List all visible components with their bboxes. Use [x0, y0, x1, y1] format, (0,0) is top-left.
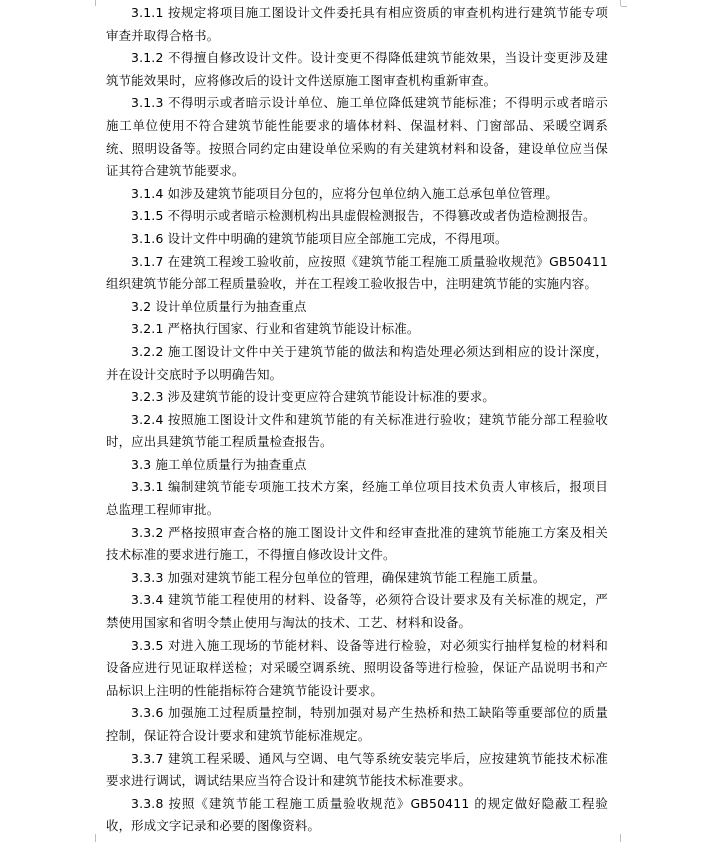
clause-3-3-2: 3.3.2 严格按照审查合格的施工图设计文件和经审查批准的建筑节能施工方案及相关技术标准的要求进行施工，不得擅自修改设计文件。 — [106, 524, 608, 563]
clause-3-1-2: 3.1.2 不得擅自修改设计文件。设计变更不得降低建筑节能效果，当设计变更涉及建筑节能效果时，应将修改后的设计文件送原施工图审查机构重新审查。 — [106, 50, 608, 88]
clause-3-3-1: 3.3.1 编制建筑节能专项施工技术方案，经施工单位项目技术负责人审核后，报项目总监理工程师审批。 — [106, 479, 608, 518]
clause-3-3-5: 3.3.5 对进入施工现场的节能材料、设备等进行检验，对必须实行抽样复检的材料和设备应进行见证取样送检；对采暖空调系统、照明设备等进行检验，保证产品说明书和产品标识上注明的性能指标符合建筑节能设计要求。 — [106, 637, 608, 698]
clause-3-3-8: 3.3.8 按照《建筑节能工程施工质量验收规范》GB50411 的规定做好隐蔽工程验收，形成文字记录和必要的图像资料。 — [106, 795, 608, 834]
crop-mark-top-right-horizontal — [621, 6, 627, 7]
clause-3-2-4: 3.2.4 按照施工图设计文件和建筑节能的有关标准进行验收；建筑节能分部工程验收时，应出具建筑节能工程质量检查报告。 — [106, 411, 608, 450]
clause-3-1-1: 3.1.1 按规定将项目施工图设计文件委托具有相应资质的审查机构进行建筑节能专项审查并取得合格书。 — [106, 5, 608, 43]
clause-3-1-3: 3.1.3 不得明示或者暗示设计单位、施工单位降低建筑节能标准；不得明示或者暗示施工单位使用不符合建筑节能性能要求的墙体材料、保温材料、门窗部品、采暖空调系统、照明设备等。按照合同约定由建设单位采购的有关建筑材料和设备，建设单位应当保证其符合建筑节能要求。 — [106, 95, 608, 179]
section-heading-3-3: 3.3 施工单位质量行为抽查重点 — [131, 456, 307, 472]
clause-3-3-3: 3.3.3 加强对建筑节能工程分包单位的管理，确保建筑节能工程施工质量。 — [131, 569, 546, 585]
clause-3-1-6: 3.1.6 设计文件中明确的建筑节能项目应全部施工完成，不得甩项。 — [131, 230, 508, 246]
section-heading-3-2: 3.2 设计单位质量行为抽查重点 — [131, 298, 307, 314]
clause-3-3-6: 3.3.6 加强施工过程质量控制，特别加强对易产生热桥和热工缺陷等重要部位的质量控制，保证符合设计要求和建筑节能标准规定。 — [106, 705, 608, 743]
crop-mark-bottom-left — [95, 834, 96, 842]
clause-3-1-5: 3.1.5 不得明示或者暗示检测机构出具虚假检测报告，不得篡改或者伪造检测报告。 — [131, 208, 596, 224]
clause-3-2-3: 3.2.3 涉及建筑节能的设计变更应符合建筑节能设计标准的要求。 — [131, 389, 496, 405]
document-body — [106, 2, 608, 838]
clause-3-1-4: 3.1.4 如涉及建筑节能项目分包的，应将分包单位纳入施工总承包单位管理。 — [131, 185, 558, 201]
crop-mark-bottom-right — [620, 834, 621, 842]
clause-3-3-4: 3.3.4 建筑节能工程使用的材料、设备等，必须符合设计要求及有关标准的规定，严禁使用国家和省明令禁止使用与淘汰的技术、工艺、材料和设备。 — [106, 592, 608, 631]
clause-3-2-2: 3.2.2 施工图设计文件中关于建筑节能的做法和构造处理必须达到相应的设计深度，并在设计交底时予以明确告知。 — [106, 343, 608, 382]
clause-3-3-7: 3.3.7 建筑工程采暖、通风与空调、电气等系统安装完毕后，应按建筑节能技术标准要求进行调试，调试结果应当符合设计和建筑节能技术标准要求。 — [106, 750, 608, 789]
clause-3-1-7: 3.1.7 在建筑工程竣工验收前，应按照《建筑节能工程施工质量验收规范》GB50411 组织建筑节能分部工程质量验收，并在工程竣工验收报告中，注明建筑节能的实施内容。 — [106, 253, 608, 292]
clause-3-2-1: 3.2.1 严格执行国家、行业和省建筑节能设计标准。 — [131, 321, 420, 337]
crop-mark-top-left — [95, 0, 96, 6]
